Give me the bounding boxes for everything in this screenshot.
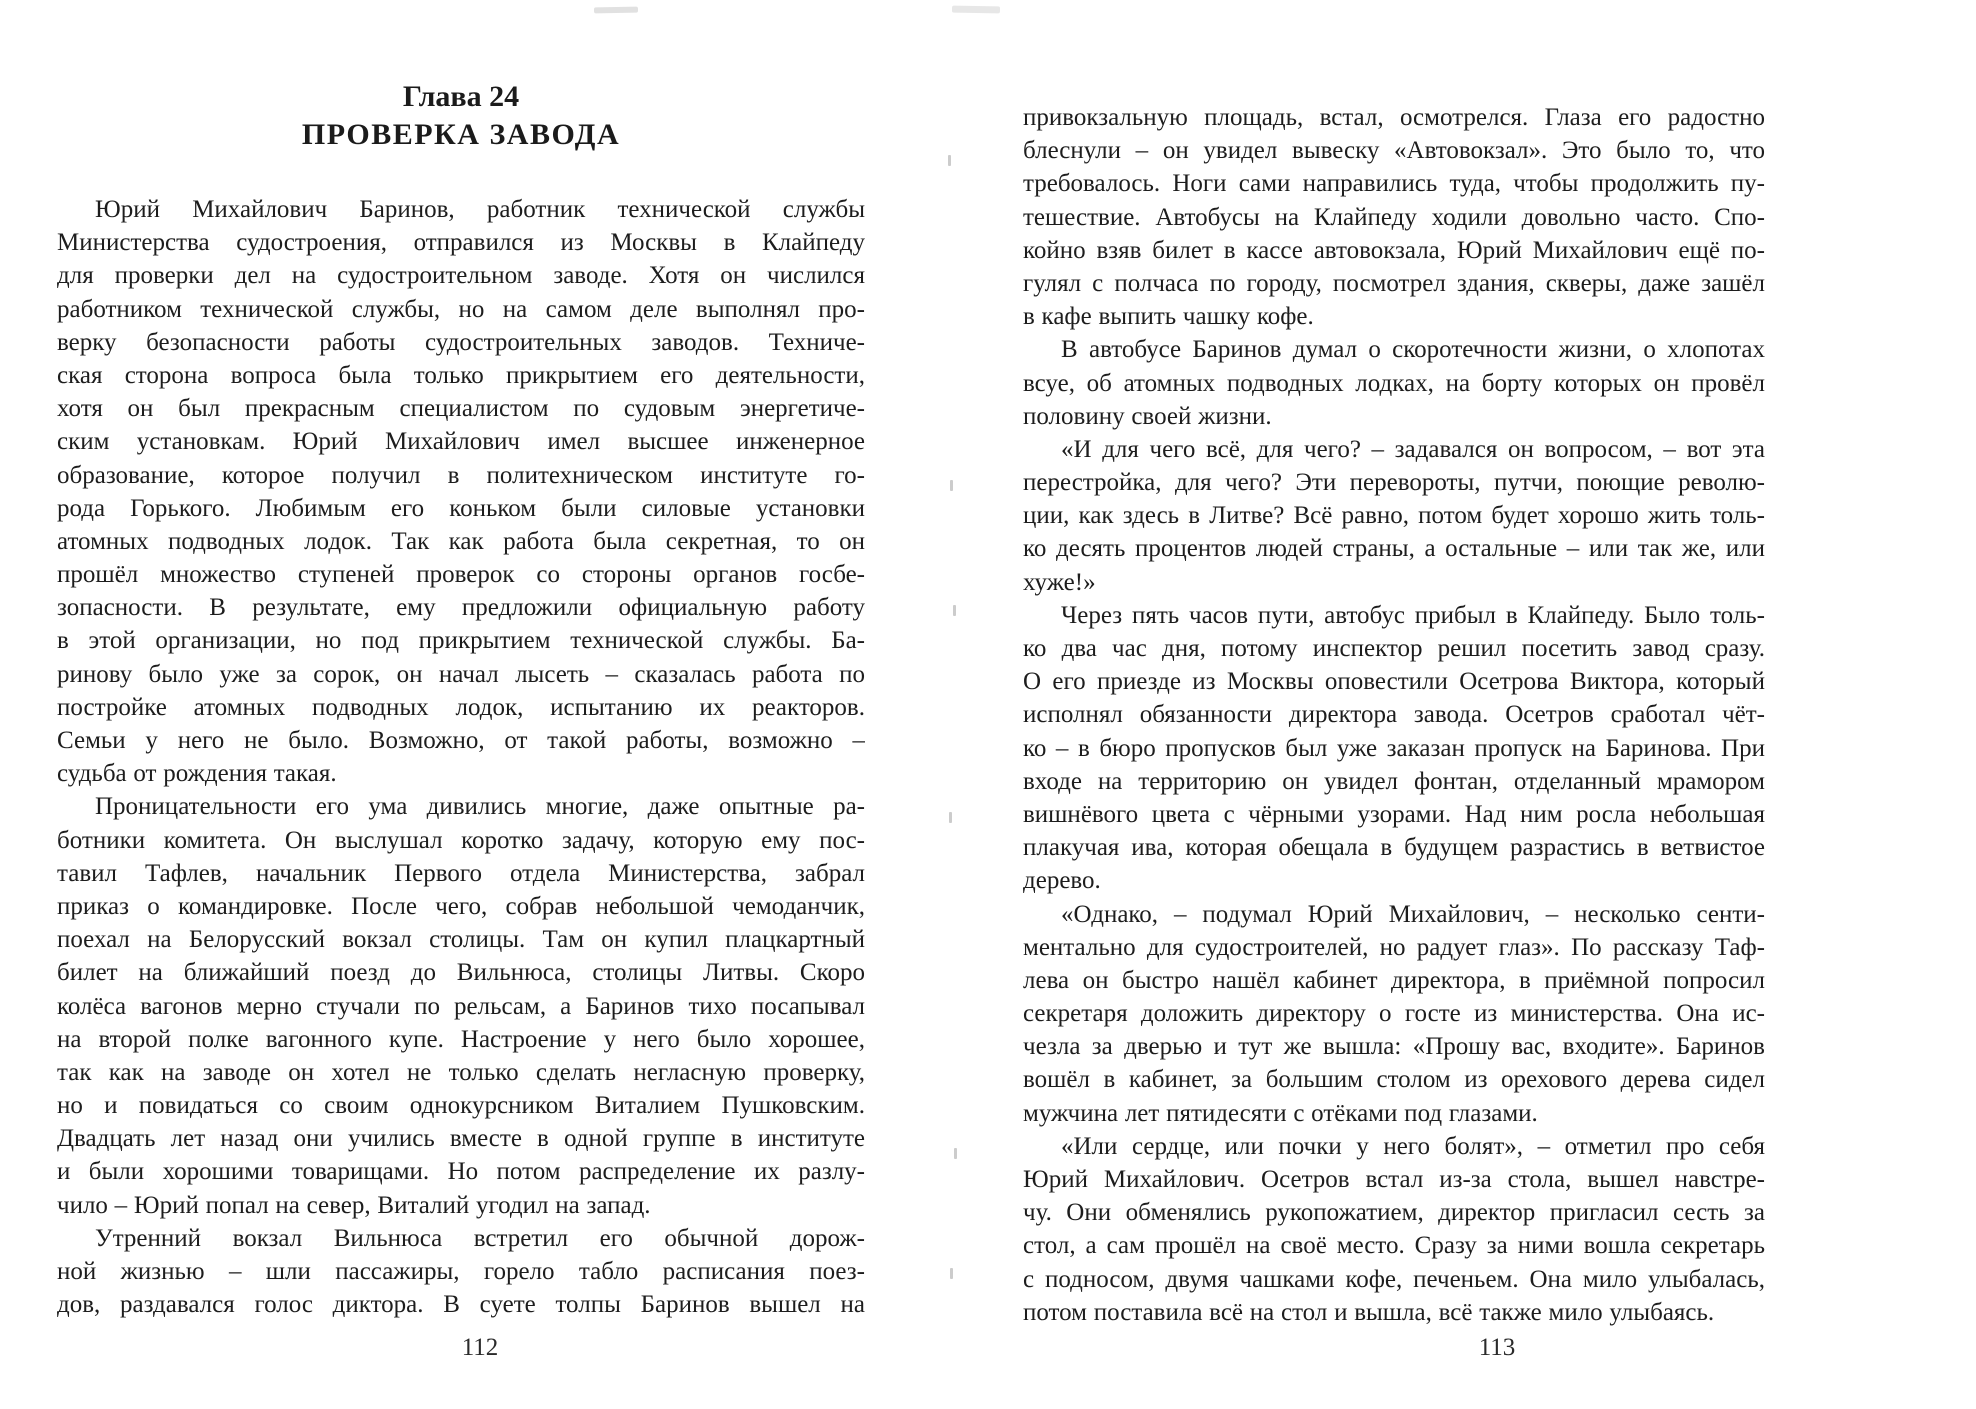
text-line: но и повидаться со своим однокурсником Виталием Пушковским. [57, 1092, 865, 1120]
text-line: плакучая ива, которая обещала в будущем разрастись в ветвистое [1023, 834, 1765, 862]
text-line: верку безопасности работы судостроительных заводов. Техниче- [57, 328, 865, 356]
text-line: тавил Тафлев, начальник Первого отдела Министерства, забрал [57, 859, 865, 887]
text-line: постройке атомных подводных лодок, испытанию их реакторов. [57, 693, 865, 721]
text-line: ко – в бюро пропусков был уже заказан пропуск на Баринова. При [1023, 734, 1765, 762]
text-line: судьба от рождения такая. [57, 760, 337, 788]
chapter-number: Глава 24 [402, 80, 520, 113]
text-line: блеснули – он увидел вывеску «Автовокзал». Это было то, что [1023, 137, 1765, 165]
text-line: с подносом, двумя чашками кофе, печеньем. Она мило улыбалась, [1023, 1265, 1765, 1293]
text-line: прошёл множество ступеней проверок со стороны органов госбе- [57, 561, 865, 589]
text-line: Двадцать лет назад они учились вместе в одной группе в институте [57, 1125, 865, 1153]
text-line: В автобусе Баринов думал о скоротечности жизни, о хлопотах [1061, 336, 1765, 364]
text-line: перестройка, для чего? Эти перевороты, путчи, поющие револю- [1023, 469, 1765, 497]
text-line: в кафе выпить чашку кофе. [1023, 303, 1314, 331]
text-line: ции, как здесь в Литве? Всё равно, потом будет хорошо жить толь- [1023, 502, 1765, 530]
text-line: О его приезде из Москвы оповестили Осетрова Виктора, который [1023, 668, 1765, 696]
text-line: для проверки дел на судостроительном заводе. Хотя он числился [57, 262, 865, 290]
text-line: ной жизнью – шли пассажиры, горело табло расписания поез- [57, 1258, 865, 1285]
scan-artifact [950, 480, 953, 491]
text-line: лева он быстро нашёл кабинет директора, в приёмной попросил [1023, 966, 1765, 994]
text-line: хотя он был прекрасным специалистом по судовым энергетиче- [57, 395, 865, 423]
text-line: дов, раздавался голос диктора. В суете толпы Баринов вышел на [57, 1291, 865, 1319]
text-line: Юрий Михайлович. Осетров встал из-за стола, вышел навстре- [1023, 1166, 1765, 1193]
text-line: ко десять процентов людей страны, а остальные – или так же, или [1023, 535, 1765, 563]
text-line: всуе, об атомных подводных лодках, на борту которых он провёл [1023, 369, 1765, 397]
text-line: койно взяв билет в кассе автовокзала, Юрий Михайлович ещё по- [1023, 236, 1765, 264]
chapter-heading [57, 78, 865, 154]
scan-artifact [594, 7, 638, 14]
text-line: половину своей жизни. [1023, 402, 1272, 430]
text-line: потом поставила всё на стол и вышла, всё также мило улыбаясь. [1023, 1298, 1715, 1326]
text-line: и были хорошими товарищами. Но потом распределение их разлу- [57, 1158, 865, 1186]
scan-artifact [953, 605, 956, 616]
text-line: дерево. [1023, 867, 1101, 895]
text-line: «Или сердце, или почки у него болят», – отметил про себя [1061, 1132, 1765, 1160]
text-line: «И для чего всё, для чего? – задавался он вопросом, – вот эта [1061, 435, 1765, 463]
text-line: Через пять часов пути, автобус прибыл в Клайпеду. Было толь- [1061, 601, 1765, 629]
text-line: вошёл в кабинет, за большим столом из орехового дерева сидел [1023, 1066, 1765, 1094]
text-line: Утренний вокзал Вильнюса встретил его обычной дорож- [95, 1224, 865, 1252]
text-line: работником технической службы, но на самом деле выполнял про- [57, 295, 865, 323]
text-line: ко два час дня, потому инспектор решил посетить завод сразу. [1023, 635, 1765, 662]
left-page-text [57, 193, 865, 1321]
text-line: билет на ближайший поезд до Вильнюса, столицы Литвы. Скоро [57, 959, 865, 987]
text-line: входе на территорию он увидел фонтан, отделанный мрамором [1023, 767, 1765, 795]
text-line: ская сторона вопроса была только прикрытием его деятельности, [57, 361, 865, 389]
text-line: чезла за дверью и тут же вышла: «Прошу вас, входите». Баринов [1023, 1033, 1765, 1061]
text-line: зопасности. В результате, ему предложили официальную работу [57, 594, 865, 622]
text-line: ментально для судостроителей, но радует глаз». По рассказу Таф- [1023, 933, 1765, 961]
chapter-title: ПРОВЕРКА ЗАВОДА [301, 118, 621, 151]
text-line: хуже!» [1023, 568, 1096, 596]
text-line: требовалось. Ноги сами направились туда, чтобы продолжить пу- [1023, 170, 1765, 198]
text-line: колёса вагонов мерно стучали по рельсам, а Баринов тихо посапывал [57, 992, 865, 1020]
text-line: «Однако, – подумал Юрий Михайлович, – несколько сенти- [1061, 900, 1765, 928]
text-line: привокзальную площадь, встал, осмотрелся. Глаза его радостно [1023, 104, 1765, 131]
text-line: тешествие. Автобусы на Клайпеду ходили довольно часто. Спо- [1023, 203, 1765, 231]
scan-artifact [952, 6, 1000, 14]
text-line: на второй полке вагонного купе. Настроение у него было хорошее, [57, 1025, 865, 1053]
page-number-left: 112 [461, 1334, 499, 1361]
text-line: атомных подводных лодок. Так как работа была секретная, то он [57, 527, 865, 555]
text-line: вишнёвого цвета с чёрными узорами. Над ним росла небольшая [1023, 800, 1765, 828]
scan-artifact [949, 812, 952, 823]
text-line: Министерства судостроения, отправился из Москвы в Клайпеду [57, 229, 865, 257]
text-line: Проницательности его ума дивились многие, даже опытные ра- [95, 793, 865, 821]
text-line: в этой организации, но под прикрытием технической службы. Ба- [57, 627, 865, 655]
text-line: мужчина лет пятидесяти с отёками под глазами. [1023, 1099, 1538, 1127]
text-line: образование, которое получил в политехническом институте го- [57, 461, 865, 489]
text-line: Юрий Михайлович Баринов, работник технической службы [95, 196, 865, 223]
text-line: чило – Юрий попал на север, Виталий угодил на запад. [57, 1191, 651, 1219]
text-line: рода Горького. Любимым его коньком были силовые установки [57, 494, 865, 522]
text-line: Семьи у него не было. Возможно, от такой работы, возможно – [57, 727, 865, 754]
text-line: поехал на Белорусский вокзал столицы. Там он купил плацкартный [57, 926, 865, 954]
text-line: стол, а сам прошёл на своё место. Сразу за ними вошла секретарь [1023, 1232, 1765, 1260]
text-line: ринову было уже за сорок, он начал лысеть – сказалась работа по [57, 660, 865, 688]
page-number-right: 113 [1478, 1334, 1516, 1361]
text-line: так как на заводе он хотел не только сделать негласную проверку, [57, 1058, 865, 1086]
text-line: ботники комитета. Он выслушал коротко задачу, которую ему пос- [57, 826, 865, 854]
scan-artifact [954, 1148, 957, 1159]
scan-artifact [948, 155, 951, 166]
text-line: исполнял обязанности директора завода. Осетров сработал чёт- [1023, 701, 1765, 729]
text-line: ским установкам. Юрий Михайлович имел высшее инженерное [57, 428, 865, 456]
right-page-text [1023, 101, 1765, 1329]
text-line: приказ о командировке. После чего, собрав небольшой чемоданчик, [57, 892, 865, 920]
text-line: чу. Они обменялись рукопожатием, директор пригласил сесть за [1023, 1199, 1765, 1227]
text-line: гулял с полчаса по городу, посмотрел здания, скверы, даже зашёл [1023, 269, 1765, 297]
scan-artifact [950, 1268, 953, 1279]
text-line: секретаря доложить директору о госте из министерства. Она ис- [1023, 1000, 1765, 1028]
